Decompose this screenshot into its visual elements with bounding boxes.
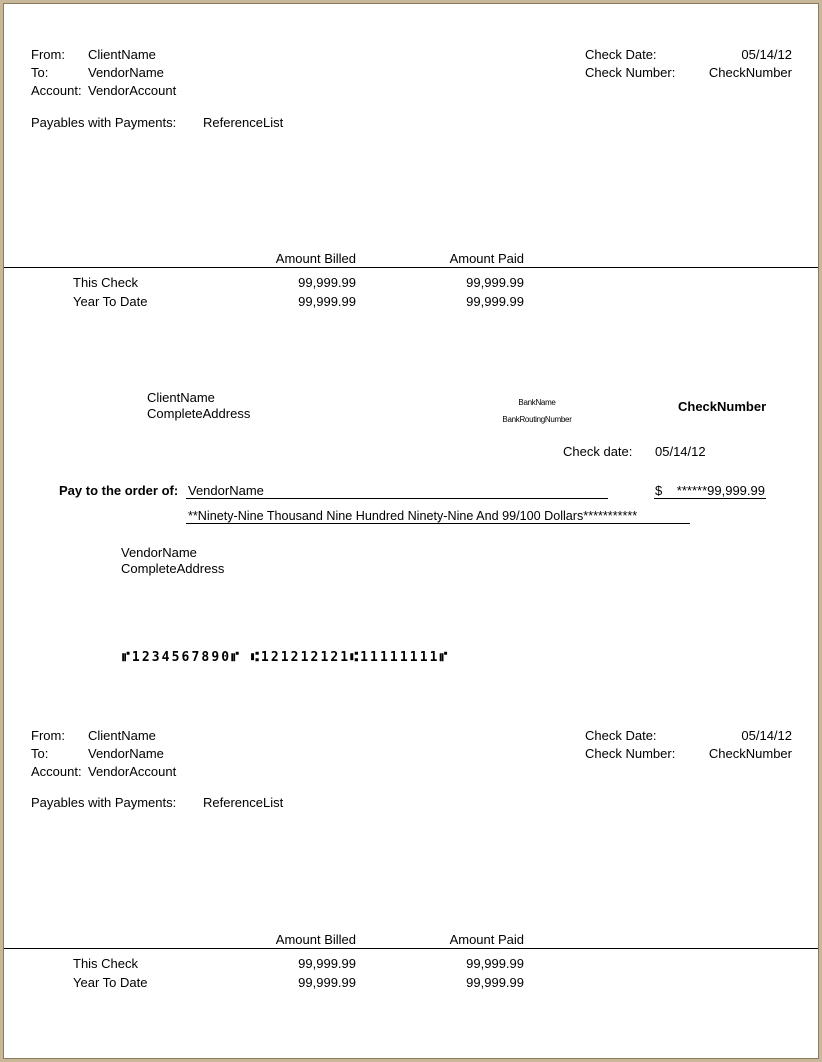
payables-label: Payables with Payments: (31, 115, 177, 130)
payee-name: VendorName (188, 483, 264, 498)
amount-words-line (186, 523, 690, 524)
from-label: From: (31, 728, 65, 743)
this-check-paid: 99,999.99 (466, 275, 524, 290)
vendor-address: CompleteAddress (121, 561, 225, 576)
ytd-paid: 99,999.99 (466, 294, 524, 309)
check-date-label: Check Date: (585, 728, 657, 743)
account-label: Account: (31, 83, 82, 98)
this-check-billed: 99,999.99 (298, 275, 356, 290)
to-label: To: (31, 65, 49, 80)
check-amount: ******99,999.99 (676, 483, 765, 498)
check-client-name: ClientName (147, 390, 215, 405)
this-check-label: This Check (73, 956, 139, 971)
amount-paid-header: Amount Paid (449, 932, 524, 947)
check-date-label: Check Date: (585, 47, 657, 62)
this-check-label: This Check (73, 275, 139, 290)
ytd-label: Year To Date (73, 975, 148, 990)
check-document-page (3, 3, 819, 1059)
check-number: CheckNumber (678, 399, 767, 414)
account-value: VendorAccount (88, 83, 177, 98)
check-number-label: Check Number: (585, 746, 676, 761)
payables-value: ReferenceList (203, 115, 284, 130)
bank-name: BankName (518, 398, 556, 407)
micr-line: ⑈1234567890⑈ ⑆121212121⑆11111111⑈ (122, 650, 450, 665)
payables-label: Payables with Payments: (31, 795, 177, 810)
vendor-name: VendorName (121, 545, 197, 560)
account-value: VendorAccount (88, 764, 177, 779)
ytd-billed: 99,999.99 (298, 294, 356, 309)
amount-paid-header: Amount Paid (449, 251, 524, 266)
this-check-billed: 99,999.99 (298, 956, 356, 971)
check-number-value: CheckNumber (708, 65, 792, 80)
bank-routing-number: BankRoutingNumber (502, 415, 572, 424)
ytd-label: Year To Date (73, 294, 148, 309)
from-value: ClientName (88, 47, 156, 62)
check-date-label: Check date: (563, 444, 633, 459)
check-date-value: 05/14/12 (741, 728, 792, 743)
check-number-value: CheckNumber (708, 746, 792, 761)
to-value: VendorName (88, 746, 164, 761)
check-date-value: 05/14/12 (741, 47, 792, 62)
amount-line (654, 498, 766, 499)
account-label: Account: (31, 764, 82, 779)
amount-billed-header: Amount Billed (275, 251, 356, 266)
payee-line (186, 498, 608, 499)
from-value: ClientName (88, 728, 156, 743)
amount-in-words: **Ninety-Nine Thousand Nine Hundred Ninety-Nine And 99/100 Dollars*********** (188, 509, 638, 523)
to-value: VendorName (88, 65, 164, 80)
stub-divider (4, 267, 818, 268)
check-client-address: CompleteAddress (147, 406, 251, 421)
this-check-paid: 99,999.99 (466, 956, 524, 971)
amount-billed-header: Amount Billed (275, 932, 356, 947)
to-label: To: (31, 746, 49, 761)
ytd-billed: 99,999.99 (298, 975, 356, 990)
ytd-paid: 99,999.99 (466, 975, 524, 990)
payables-value: ReferenceList (203, 795, 284, 810)
stub-divider (4, 948, 818, 949)
pay-to-label: Pay to the order of: (59, 483, 179, 498)
from-label: From: (31, 47, 65, 62)
dollar-sign: $ (655, 483, 663, 498)
check-number-label: Check Number: (585, 65, 676, 80)
check-date-value: 05/14/12 (655, 444, 706, 459)
